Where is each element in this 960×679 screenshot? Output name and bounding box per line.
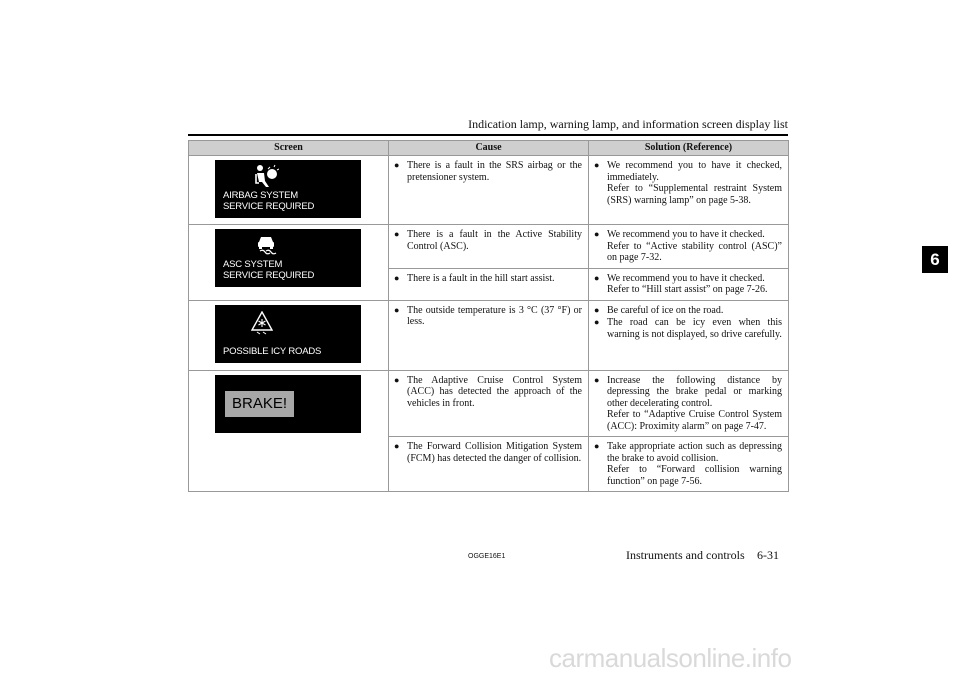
icy-roads-display — [215, 305, 361, 363]
display-line: SERVICE REQUIRED — [223, 270, 315, 281]
screen-cell — [189, 225, 389, 301]
chapter-tab[interactable]: 6 — [922, 246, 948, 273]
bullet: ● — [394, 272, 400, 283]
solution-cell — [589, 268, 789, 300]
column-header-cause: Cause — [389, 141, 589, 156]
airbag-warning-icon — [253, 164, 279, 188]
table-row — [189, 370, 789, 437]
footer-section-title: Instruments and controls — [626, 548, 745, 562]
bullet: ● — [594, 272, 600, 283]
solution-text: We recommend you to have it checked. — [607, 272, 765, 284]
cause-text: There is a fault in the Active Stability Control (ASC). — [407, 229, 582, 252]
solution-text: We recommend you to have it checked, immediately. — [607, 160, 782, 183]
watermark: carmanualsonline.info — [549, 643, 792, 673]
solution-reference[interactable]: Refer to “Hill start assist” on page 7-26. — [607, 284, 768, 295]
icy-road-warning-icon — [251, 311, 273, 335]
screen-cell — [189, 300, 389, 370]
bullet: ● — [594, 441, 600, 451]
bullet: ● — [594, 304, 600, 315]
cause-cell — [389, 156, 589, 225]
solution-text: The road can be icy even when this warning is not displayed, so drive carefully. — [607, 317, 782, 340]
display-line: AIRBAG SYSTEM — [223, 190, 299, 201]
asc-system-display — [215, 229, 361, 287]
table-row — [189, 156, 789, 225]
column-header-screen: Screen — [189, 141, 389, 156]
bullet: ● — [394, 229, 400, 239]
screen-cell — [189, 156, 389, 225]
page-header-title: Indication lamp, warning lamp, and information screen display list — [468, 117, 788, 131]
bullet: ● — [594, 229, 600, 239]
solution-text: Be careful of ice on the road. — [607, 304, 724, 316]
cause-text: The Forward Collision Mitigation System (FCM) has detected the danger of collision. — [407, 441, 582, 464]
solution-reference[interactable]: Refer to “Supplemental restraint System (SRS) warning lamp” on page 5-38. — [607, 183, 782, 206]
bullet: ● — [394, 374, 400, 385]
skidding-car-icon — [257, 233, 279, 255]
indication-table — [188, 140, 789, 492]
solution-reference[interactable]: Refer to “Forward collision warning function” on page 7-56. — [607, 464, 782, 487]
cause-text: The Adaptive Cruise Control System (ACC) has detected the approach of the vehicles in front. — [407, 374, 582, 409]
bullet: ● — [394, 304, 400, 315]
display-line: SERVICE REQUIRED — [223, 201, 315, 212]
brake-display — [215, 375, 361, 433]
airbag-system-display — [215, 160, 361, 218]
bullet: ● — [594, 317, 600, 327]
table-header-row — [189, 141, 789, 156]
cause-text: The outside temperature is 3 °C (37 °F) or less. — [407, 304, 582, 327]
table-row — [189, 225, 789, 269]
solution-cell — [589, 437, 789, 492]
screen-cell — [189, 370, 389, 492]
bullet: ● — [394, 441, 400, 451]
cause-cell — [389, 300, 589, 370]
solution-cell — [589, 370, 789, 437]
solution-text: Take appropriate action such as depressing the brake to avoid collision. — [607, 441, 782, 464]
brake-warning-box: BRAKE! — [225, 391, 294, 417]
display-line: ASC SYSTEM — [223, 259, 283, 270]
solution-text: Increase the following distance by depressing the brake pedal or marking other decelerating control. — [607, 374, 782, 409]
solution-cell — [589, 225, 789, 269]
cause-text: There is a fault in the SRS airbag or the pretensioner system. — [407, 160, 582, 183]
cause-cell — [389, 370, 589, 437]
cause-text: There is a fault in the hill start assist. — [407, 272, 555, 284]
table-row — [189, 300, 789, 370]
solution-cell — [589, 156, 789, 225]
bullet: ● — [594, 160, 600, 170]
solution-cell — [589, 300, 789, 370]
solution-reference[interactable]: Refer to “Active stability control (ASC)” on page 7-32. — [607, 240, 782, 263]
header-rule — [188, 134, 788, 136]
bullet: ● — [394, 160, 400, 170]
page-number: 6-31 — [757, 548, 779, 562]
column-header-solution: Solution (Reference) — [589, 141, 789, 156]
solution-reference[interactable]: Refer to “Adaptive Cruise Control System (ACC): Proximity alarm” on page 7-47. — [607, 409, 782, 432]
document-code: OGGE16E1 — [468, 553, 506, 560]
solution-text: We recommend you to have it checked. — [607, 229, 765, 240]
cause-cell — [389, 268, 589, 300]
cause-cell — [389, 437, 589, 492]
cause-cell — [389, 225, 589, 269]
bullet: ● — [594, 374, 600, 385]
display-line: POSSIBLE ICY ROADS — [223, 345, 322, 357]
